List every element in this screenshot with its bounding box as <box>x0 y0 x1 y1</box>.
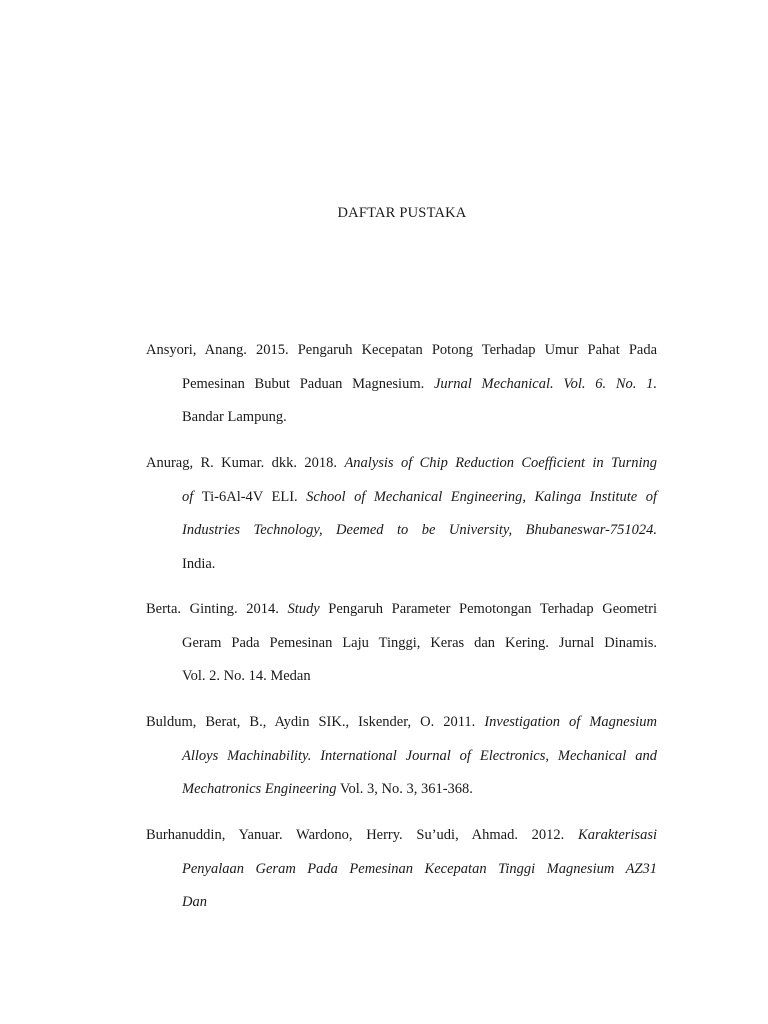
italic-text: Jurnal Mechanical. Vol. 6. No. 1. <box>433 375 657 392</box>
text: Ansyori, Anang. 2015. Pengaruh Kecepatan Potong Terhadap Umur Pahat Pada <box>146 342 657 358</box>
reference-line <box>182 859 657 879</box>
reference-line <box>146 599 657 619</box>
reference-line <box>146 453 657 473</box>
reference-line <box>182 633 657 653</box>
text: Geram Pada Pemesinan Laju Tinggi, Keras dan Kering. Jurnal Dinamis. <box>182 634 657 651</box>
text: Anurag, R. Kumar. dkk. 2018. <box>146 455 345 471</box>
reference-line <box>182 892 657 912</box>
text: Vol. 3, No. 3, 361-368. <box>336 781 473 797</box>
text: Berta. Ginting. 2014. <box>146 601 288 617</box>
reference-line <box>182 374 657 394</box>
italic-text: Alloys Machinability. International Journal of Electronics, Mechanical and <box>182 747 657 764</box>
reference-line <box>182 779 657 799</box>
italic-text: Analysis of Chip Reduction Coefficient in Turning <box>344 455 657 471</box>
text: Burhanuddin, Yanuar. Wardono, Herry. Su’udi, Ahmad. 2012. <box>146 827 579 843</box>
italic-text: Penyalaan Geram Pada Pemesinan Kecepatan Tinggi Magnesium AZ31 <box>182 860 657 877</box>
text: India. <box>182 555 216 572</box>
reference-line <box>182 520 657 540</box>
italic-text: Mechatronics Engineering <box>182 781 337 797</box>
reference-line <box>182 407 657 427</box>
reference-line <box>146 340 657 360</box>
text: Bandar Lampung. <box>182 409 287 425</box>
reference-line <box>146 825 657 845</box>
text: Pengaruh Parameter Pemotongan Terhadap Geometri <box>319 601 657 617</box>
text: Ti-6Al-4V ELI. <box>201 488 307 505</box>
reference-line <box>146 712 657 732</box>
reference-line <box>182 746 657 766</box>
reference-line <box>182 666 657 686</box>
text: Vol. 2. No. 14. Medan <box>182 668 311 684</box>
italic-text: Dan <box>182 894 207 910</box>
italic-text: Study <box>287 601 320 617</box>
reference-line <box>182 554 657 574</box>
italic-text: Karakterisasi <box>578 827 657 843</box>
text: Buldum, Berat, B., Aydin SIK., Iskender, O. 2011. <box>146 714 485 730</box>
italic-text: Investigation of Magnesium <box>484 714 657 730</box>
italic-text: Industries Technology, Deemed to be University, Bhubaneswar-751024. <box>182 522 657 538</box>
reference-line <box>182 487 657 507</box>
page-title: DAFTAR PUSTAKA <box>337 205 467 221</box>
text: Pemesinan Bubut Paduan Magnesium. <box>182 375 434 392</box>
italic-text: of <box>182 488 202 505</box>
italic-text: School of Mechanical Engineering, Kalinga Institute of <box>306 488 657 505</box>
